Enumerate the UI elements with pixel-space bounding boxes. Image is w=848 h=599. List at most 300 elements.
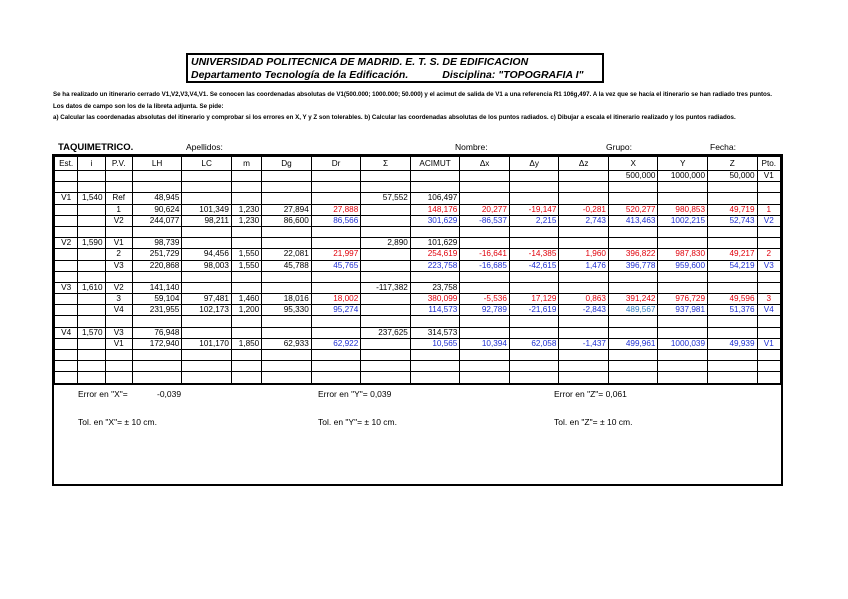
table-cell: -86,537 [460, 215, 510, 226]
table-cell [608, 193, 658, 204]
table-cell [231, 238, 261, 249]
table-cell [410, 271, 460, 282]
table-cell: 172,940 [132, 338, 182, 349]
table-row [55, 316, 781, 327]
table-cell [460, 350, 510, 361]
tolerance-x: Tol. en "X"= ± 10 cm. [78, 416, 157, 427]
table-cell: 51,376 [708, 305, 758, 316]
table-cell [460, 182, 510, 193]
table-row [55, 204, 781, 215]
table-cell: V4 [55, 327, 78, 338]
table-cell [559, 372, 609, 383]
table-cell [78, 316, 105, 327]
problem-paragraph-2: a) Calcular las coordenadas absolutas del itinerario y comprobar si los errores en X, Y y Z son tolerables. b) Calcular las coordenadas absolutas de los puntos radiados. c) Dibujar a escala el itinerario realizado y los puntos radiados. [53, 114, 736, 122]
table-cell [410, 171, 460, 182]
table-cell: 396,778 [608, 260, 658, 271]
table-cell [78, 338, 105, 349]
table-cell [55, 372, 78, 383]
table-cell: 1,850 [231, 338, 261, 349]
table-cell [361, 226, 411, 237]
table-cell [78, 372, 105, 383]
tolerance-y: Tol. en "Y"= ± 10 cm. [318, 416, 397, 427]
table-row [55, 282, 781, 293]
table-cell [608, 316, 658, 327]
table-cell: -2,843 [559, 305, 609, 316]
table-cell: 396,822 [608, 249, 658, 260]
column-header: Δx [460, 157, 510, 171]
table-cell [361, 182, 411, 193]
table-cell [231, 226, 261, 237]
column-header: Est. [55, 157, 78, 171]
table-cell [132, 171, 182, 182]
table-cell [132, 372, 182, 383]
table-cell [311, 226, 361, 237]
table-cell [361, 361, 411, 372]
table-cell [509, 372, 559, 383]
table-cell [105, 316, 132, 327]
table-cell: 391,242 [608, 294, 658, 305]
table-cell: 1,460 [231, 294, 261, 305]
table-row [55, 361, 781, 372]
table-cell [55, 260, 78, 271]
table-cell [105, 171, 132, 182]
table-cell [757, 372, 780, 383]
table-cell [509, 350, 559, 361]
table-cell: 62,922 [311, 338, 361, 349]
table-cell [708, 238, 758, 249]
table-cell [105, 372, 132, 383]
table-cell [182, 182, 232, 193]
table-cell: 86,566 [311, 215, 361, 226]
table-cell [182, 350, 232, 361]
table-cell: 76,948 [132, 327, 182, 338]
table-cell [311, 238, 361, 249]
problem-statement [53, 89, 783, 124]
column-header: Dg [262, 157, 312, 171]
table-row [55, 238, 781, 249]
table-cell: 49,217 [708, 249, 758, 260]
table-cell [132, 226, 182, 237]
table-cell: 1000,000 [658, 171, 708, 182]
table-cell [708, 327, 758, 338]
table-cell: 49,719 [708, 204, 758, 215]
table-cell: 45,765 [311, 260, 361, 271]
table-cell: 20,277 [460, 204, 510, 215]
form-labels [0, 142, 848, 154]
table-cell [361, 249, 411, 260]
table-cell [410, 350, 460, 361]
table-cell [55, 361, 78, 372]
table-cell: 45,788 [262, 260, 312, 271]
table-cell [410, 361, 460, 372]
table-cell: 22,081 [262, 249, 312, 260]
table-cell: -16,641 [460, 249, 510, 260]
table-cell: 3 [105, 294, 132, 305]
table-cell: 97,481 [182, 294, 232, 305]
table-cell: 976,729 [658, 294, 708, 305]
table-cell [311, 171, 361, 182]
column-header: Δz [559, 157, 609, 171]
table-cell [509, 193, 559, 204]
table-cell [231, 327, 261, 338]
table-cell [460, 271, 510, 282]
table-cell: 102,173 [182, 305, 232, 316]
table-cell [311, 193, 361, 204]
table-cell [559, 327, 609, 338]
table-cell [262, 171, 312, 182]
table-cell: 94,456 [182, 249, 232, 260]
column-header: Δy [509, 157, 559, 171]
table-cell: 59,104 [132, 294, 182, 305]
table-cell [311, 282, 361, 293]
table-cell: V1 [105, 238, 132, 249]
table-cell [55, 204, 78, 215]
table-cell [708, 193, 758, 204]
table-cell: 489,567 [608, 305, 658, 316]
table-cell [608, 282, 658, 293]
name-label: Nombre: [455, 142, 488, 152]
table-cell [311, 316, 361, 327]
table-cell: V1 [757, 171, 780, 182]
table-cell [608, 238, 658, 249]
table-cell: 50,000 [708, 171, 758, 182]
table-cell: 98,739 [132, 238, 182, 249]
table-cell [608, 182, 658, 193]
table-cell: V1 [105, 338, 132, 349]
table-cell: 1,540 [78, 193, 105, 204]
table-cell: V2 [55, 238, 78, 249]
table-cell [78, 361, 105, 372]
table-cell [262, 193, 312, 204]
table-row [55, 350, 781, 361]
table-row [55, 226, 781, 237]
sheet-title: TAQUIMETRICO. [58, 142, 134, 153]
table-cell [55, 226, 78, 237]
table-cell: 499,961 [608, 338, 658, 349]
table-cell [658, 282, 708, 293]
table-cell [182, 327, 232, 338]
table-cell [78, 294, 105, 305]
table-cell [105, 182, 132, 193]
table-cell [460, 327, 510, 338]
table-cell: 95,274 [311, 305, 361, 316]
table-cell [361, 338, 411, 349]
university-title: UNIVERSIDAD POLITECNICA DE MADRID. E. T. S. DE EDIFICACION [191, 56, 529, 68]
table-cell: 98,211 [182, 215, 232, 226]
error-x-label: Error en "X"= [78, 388, 128, 399]
table-cell: -21,619 [509, 305, 559, 316]
table-cell [262, 327, 312, 338]
table-cell [559, 361, 609, 372]
table-cell: -42,615 [509, 260, 559, 271]
table-cell: 48,945 [132, 193, 182, 204]
table-cell [608, 271, 658, 282]
table-row [55, 171, 781, 182]
table-cell: 2,743 [559, 215, 609, 226]
table-cell [658, 226, 708, 237]
table-cell: V1 [55, 193, 78, 204]
table-cell: 86,600 [262, 215, 312, 226]
table-cell [55, 350, 78, 361]
table-cell [460, 171, 510, 182]
table-cell [608, 226, 658, 237]
table-cell [658, 350, 708, 361]
table-cell: 141,140 [132, 282, 182, 293]
table-row [55, 271, 781, 282]
table-cell [55, 294, 78, 305]
table-cell [559, 226, 609, 237]
table-cell [105, 350, 132, 361]
table-cell [658, 361, 708, 372]
table-cell: 1,476 [559, 260, 609, 271]
table-cell [231, 271, 261, 282]
table-cell: 18,002 [311, 294, 361, 305]
column-header: ACIMUT [410, 157, 460, 171]
table-cell: 520,277 [608, 204, 658, 215]
table-cell [658, 372, 708, 383]
table-cell [708, 316, 758, 327]
column-header: LH [132, 157, 182, 171]
table-cell [262, 226, 312, 237]
table-cell [757, 316, 780, 327]
table-cell [460, 282, 510, 293]
table-cell [559, 350, 609, 361]
column-header: Pto. [757, 157, 780, 171]
table-header-row [55, 157, 781, 171]
table-cell: 1,590 [78, 238, 105, 249]
table-cell: -16,685 [460, 260, 510, 271]
table-cell [658, 327, 708, 338]
table-row [55, 249, 781, 260]
table-cell [132, 316, 182, 327]
table-row [55, 182, 781, 193]
table-cell: V1 [757, 338, 780, 349]
table-cell: 90,624 [132, 204, 182, 215]
table-cell [361, 350, 411, 361]
table-cell [509, 238, 559, 249]
table-cell: 95,330 [262, 305, 312, 316]
table-cell [410, 182, 460, 193]
table-cell [105, 226, 132, 237]
table-cell [132, 271, 182, 282]
table-cell [311, 350, 361, 361]
table-cell [509, 271, 559, 282]
table-cell [608, 327, 658, 338]
field-book-table [54, 156, 781, 384]
table-cell [410, 316, 460, 327]
table-cell [262, 350, 312, 361]
table-cell [658, 316, 708, 327]
table-cell [78, 182, 105, 193]
table-cell [231, 193, 261, 204]
table-cell [55, 171, 78, 182]
column-header: P.V. [105, 157, 132, 171]
table-cell [182, 361, 232, 372]
table-cell: 10,565 [410, 338, 460, 349]
table-cell [262, 361, 312, 372]
table-cell [559, 271, 609, 282]
table-cell: V2 [105, 282, 132, 293]
table-cell: 57,552 [361, 193, 411, 204]
table-cell: 1,610 [78, 282, 105, 293]
table-cell: 3 [757, 294, 780, 305]
table-cell: 114,573 [410, 305, 460, 316]
table-cell [55, 316, 78, 327]
table-cell [559, 238, 609, 249]
table-cell: 937,981 [658, 305, 708, 316]
column-header: Dr [311, 157, 361, 171]
tolerance-z: Tol. en "Z"= ± 10 cm. [554, 416, 633, 427]
table-row [55, 193, 781, 204]
table-cell [182, 271, 232, 282]
table-cell: V4 [105, 305, 132, 316]
table-cell: 301,629 [410, 215, 460, 226]
table-cell: 1,550 [231, 260, 261, 271]
table-cell: 21,997 [311, 249, 361, 260]
table-cell: 413,463 [608, 215, 658, 226]
column-header: Σ [361, 157, 411, 171]
column-header: LC [182, 157, 232, 171]
table-cell [231, 316, 261, 327]
table-cell: 106,497 [410, 193, 460, 204]
table-cell [132, 350, 182, 361]
table-cell [509, 361, 559, 372]
table-cell [757, 271, 780, 282]
table-cell: 1,230 [231, 215, 261, 226]
table-cell [55, 338, 78, 349]
table-cell: 2 [757, 249, 780, 260]
table-cell [361, 204, 411, 215]
table-cell: 10,394 [460, 338, 510, 349]
table-cell [658, 182, 708, 193]
table-cell: 980,853 [658, 204, 708, 215]
table-cell [132, 182, 182, 193]
table-cell [182, 282, 232, 293]
surname-label: Apellidos: [186, 142, 223, 152]
table-cell: V3 [105, 327, 132, 338]
table-cell [78, 249, 105, 260]
table-cell [262, 238, 312, 249]
table-cell [361, 260, 411, 271]
table-cell [78, 171, 105, 182]
table-cell: 1,960 [559, 249, 609, 260]
table-cell [55, 305, 78, 316]
table-cell: V3 [757, 260, 780, 271]
table-cell [361, 294, 411, 305]
table-cell: 244,077 [132, 215, 182, 226]
table-cell: 1,230 [231, 204, 261, 215]
table-cell: -19,147 [509, 204, 559, 215]
table-cell [182, 316, 232, 327]
problem-paragraph-1: Se ha realizado un itinerario cerrado V1,V2,V3,V4,V1. Se conocen las coordenadas absolutas de V1(500.000; 1000.000; 50.000) y el acimut de salida de V1 a una referencia R1 106g,497. A la vez que se hacía el itinerario se han radiado tres puntos. Los datos de campo son los de la libreta adjunta. Se pide: [53, 91, 772, 110]
table-cell [361, 271, 411, 282]
table-cell [231, 282, 261, 293]
table-row [55, 338, 781, 349]
table-row [55, 294, 781, 305]
table-cell [231, 182, 261, 193]
column-header: i [78, 157, 105, 171]
table-cell [559, 182, 609, 193]
table-cell: 500,000 [608, 171, 658, 182]
error-y: Error en "Y"= 0,039 [318, 388, 392, 399]
column-header: Z [708, 157, 758, 171]
table-cell: V2 [105, 215, 132, 226]
table-cell: -14,385 [509, 249, 559, 260]
table-row [55, 215, 781, 226]
column-header: Y [658, 157, 708, 171]
header-box [186, 53, 604, 83]
table-cell [757, 238, 780, 249]
table-cell [262, 372, 312, 383]
table-cell [658, 193, 708, 204]
table-cell [509, 327, 559, 338]
table-cell [757, 282, 780, 293]
table-cell: V2 [757, 215, 780, 226]
table-cell [708, 361, 758, 372]
table-cell [262, 182, 312, 193]
table-cell: 2,890 [361, 238, 411, 249]
table-cell [231, 171, 261, 182]
table-cell: 254,619 [410, 249, 460, 260]
table-cell: 62,933 [262, 338, 312, 349]
table-cell [55, 215, 78, 226]
table-cell [460, 193, 510, 204]
table-cell: 251,729 [132, 249, 182, 260]
table-cell [182, 226, 232, 237]
table-cell [757, 361, 780, 372]
error-summary [54, 384, 781, 441]
table-cell: 52,743 [708, 215, 758, 226]
table-cell [658, 271, 708, 282]
table-cell [757, 226, 780, 237]
table-cell: 62,058 [509, 338, 559, 349]
error-z: Error en "Z"= 0,061 [554, 388, 627, 399]
table-cell: 2,215 [509, 215, 559, 226]
column-header: m [231, 157, 261, 171]
table-cell [182, 372, 232, 383]
table-cell: 1,550 [231, 249, 261, 260]
table-cell [708, 372, 758, 383]
table-cell: 98,003 [182, 260, 232, 271]
table-cell: 223,758 [410, 260, 460, 271]
table-cell: -1,437 [559, 338, 609, 349]
table-cell [509, 226, 559, 237]
table-cell [262, 316, 312, 327]
table-cell: 49,596 [708, 294, 758, 305]
table-cell [311, 271, 361, 282]
table-cell: 1,570 [78, 327, 105, 338]
table-cell [78, 350, 105, 361]
table-cell [460, 316, 510, 327]
table-cell [262, 282, 312, 293]
table-cell: 54,219 [708, 260, 758, 271]
table-cell: 987,830 [658, 249, 708, 260]
table-cell [757, 350, 780, 361]
table-cell [559, 193, 609, 204]
table-cell: 27,888 [311, 204, 361, 215]
table-cell: 18,016 [262, 294, 312, 305]
table-cell [708, 350, 758, 361]
table-cell: 101,170 [182, 338, 232, 349]
table-cell [559, 282, 609, 293]
table-cell: 0,863 [559, 294, 609, 305]
table-cell [460, 226, 510, 237]
table-cell: V4 [757, 305, 780, 316]
table-cell [757, 182, 780, 193]
table-cell [757, 327, 780, 338]
group-label: Grupo: [606, 142, 632, 152]
table-cell [182, 171, 232, 182]
